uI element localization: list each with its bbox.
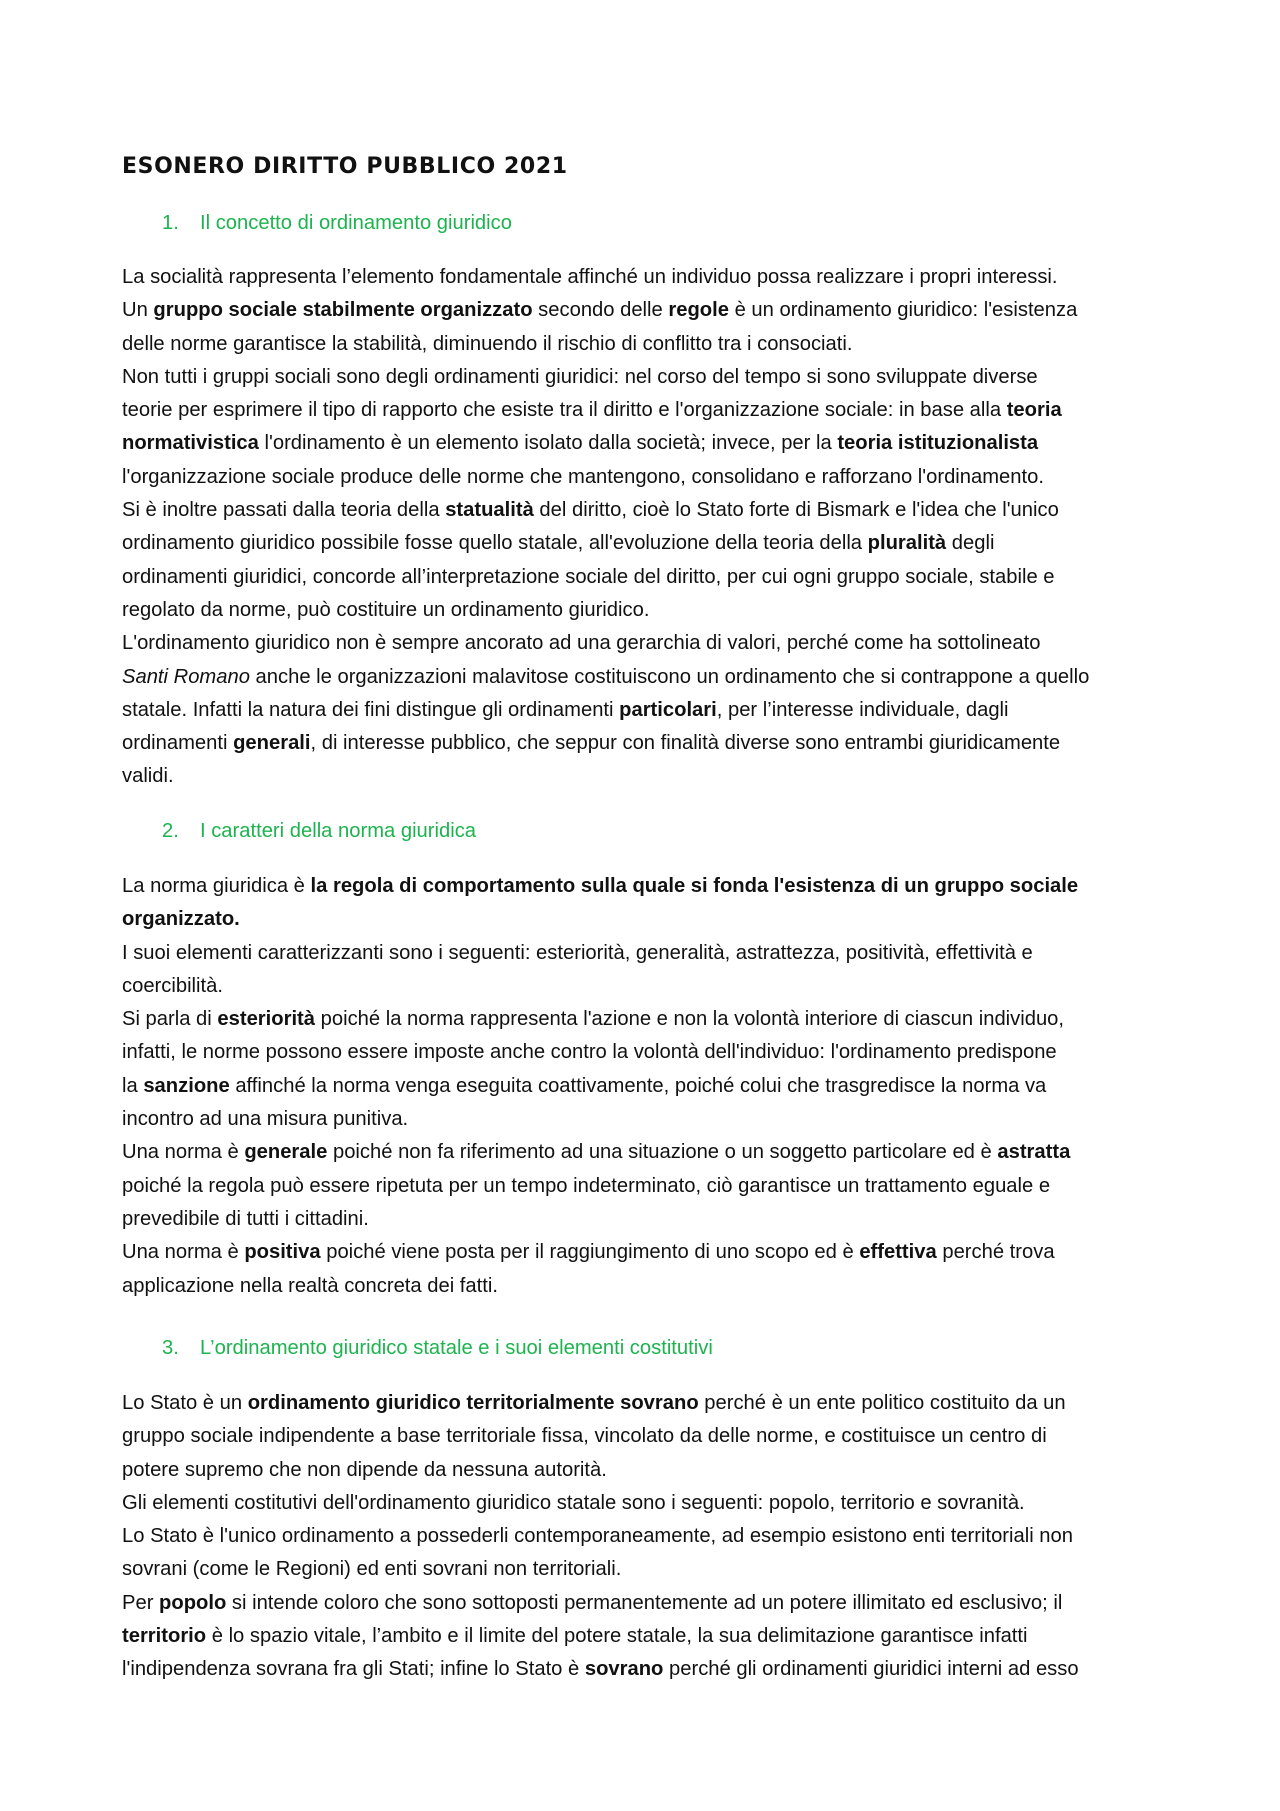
text-line xyxy=(122,1203,1172,1236)
text-line xyxy=(122,1653,1172,1686)
section-number: 1. xyxy=(162,212,179,234)
bold-text: teoria xyxy=(1006,399,1062,422)
bold-text: generale xyxy=(244,1141,328,1164)
text-run: la xyxy=(122,1074,144,1097)
text-run: applicazione nella realtà concreta dei fatti. xyxy=(122,1274,498,1297)
text-line xyxy=(122,760,1172,793)
text-run: infatti, le norme possono essere imposte anche contro la volontà dell'individuo: l'ordinamento predispone xyxy=(122,1041,1057,1064)
section-heading-1 xyxy=(122,206,512,240)
text-run: Lo Stato è l'unico ordinamento a possederli contemporaneamente, ad esempio esistono enti territoriali non xyxy=(122,1525,1073,1548)
text-line xyxy=(122,1387,1172,1420)
body-paragraph xyxy=(122,1587,1172,1687)
text-run: l'indipendenza sovrana fra gli Stati; infine lo Stato è xyxy=(122,1658,585,1681)
text-run: validi. xyxy=(122,765,174,788)
text-run: sovrani (come le Regioni) ed enti sovrani non territoriali. xyxy=(122,1558,622,1581)
text-run: , per l’interesse individuale, dagli xyxy=(716,698,1009,721)
text-run: prevedibile di tutti i cittadini. xyxy=(122,1207,369,1230)
text-run: Lo Stato è un xyxy=(122,1392,248,1414)
bold-text: particolari xyxy=(619,698,717,721)
bold-text: pluralità xyxy=(867,532,947,555)
bold-text: territorio xyxy=(122,1625,207,1648)
text-line xyxy=(122,1170,1172,1203)
text-run: secondo delle xyxy=(532,299,669,322)
text-run: poiché la norma rappresenta l'azione e non la volontà interiore di ciascun individuo, xyxy=(315,1008,1065,1031)
body-paragraph xyxy=(122,1236,1172,1303)
text-run: l'organizzazione sociale produce delle norme che mantengono, consolidano e rafforzano l'ordinamento. xyxy=(122,465,1044,488)
text-line xyxy=(122,1454,1172,1487)
bold-text: teoria istituzionalista xyxy=(837,432,1039,455)
text-line xyxy=(122,627,1172,660)
text-run: L'ordinamento giuridico non è sempre ancorato ad una gerarchia di valori, perché come ha sottolineato xyxy=(122,632,1041,655)
text-run: si intende coloro che sono sottoposti permanentemente ad un potere illimitato ed esclusivo; il xyxy=(226,1591,1063,1614)
text-line xyxy=(122,870,1172,903)
text-line xyxy=(122,1420,1172,1453)
text-line xyxy=(122,361,1172,394)
body-paragraph xyxy=(122,937,1172,1004)
body-paragraph xyxy=(122,361,1172,494)
text-line xyxy=(122,527,1172,560)
bold-text: la regola di comportamento sulla quale si fonda l'esistenza di un gruppo sociale xyxy=(310,875,1079,897)
bold-text: sanzione xyxy=(143,1074,230,1097)
text-run: perché è un ente politico costituito da un xyxy=(698,1392,1066,1414)
text-line xyxy=(122,903,1172,936)
text-line xyxy=(122,1236,1172,1269)
document-title: ESONERO DIRITTO PUBBLICO 2021 xyxy=(122,154,568,179)
text-run: è lo spazio vitale, l’ambito e il limite del potere statale, la sua delimitazione garantisce infatti xyxy=(206,1625,1028,1648)
text-run: Per xyxy=(122,1591,160,1614)
text-run: regolato da norme, può costituire un ordinamento giuridico. xyxy=(122,598,650,621)
text-run: Si parla di xyxy=(122,1008,218,1031)
text-run: statale. Infatti la natura dei fini distingue gli ordinamenti xyxy=(122,698,620,721)
text-run: ordinamenti xyxy=(122,732,234,755)
text-line xyxy=(122,594,1172,627)
text-run: perché gli ordinamenti giuridici interni ad esso xyxy=(663,1658,1079,1681)
text-line xyxy=(122,937,1172,970)
text-line xyxy=(122,1270,1172,1303)
text-run: ordinamento giuridico possibile fosse quello statale, all'evoluzione della teoria della xyxy=(122,532,868,555)
bold-text: esteriorità xyxy=(217,1008,316,1031)
body-paragraph xyxy=(122,261,1172,361)
section-body-3 xyxy=(122,1387,1172,1687)
text-line xyxy=(122,561,1172,594)
text-run: degli xyxy=(946,532,995,555)
text-line xyxy=(122,294,1172,327)
section-heading-2 xyxy=(122,814,476,848)
text-run: è un ordinamento giuridico: l'esistenza xyxy=(728,299,1078,322)
text-run: Una norma è xyxy=(122,1241,245,1264)
text-run: incontro ad una misura punitiva. xyxy=(122,1108,409,1131)
text-run: poiché la regola può essere ripetuta per un tempo indeterminato, ciò garantisce un trattamento eguale e xyxy=(122,1174,1051,1197)
text-line xyxy=(122,1103,1172,1136)
text-line xyxy=(122,1520,1172,1553)
bold-text: normativistica xyxy=(122,432,259,455)
section-body-1 xyxy=(122,261,1172,794)
section-number: 2. xyxy=(162,820,179,842)
text-run: potere supremo che non dipende da nessuna autorità. xyxy=(122,1458,607,1481)
body-paragraph xyxy=(122,1387,1172,1487)
text-run: La norma giuridica è xyxy=(122,875,311,897)
text-line xyxy=(122,1587,1172,1620)
text-run: I suoi elementi caratterizzanti sono i seguenti: esteriorità, generalità, astrattezza, positività, effettività e xyxy=(122,941,1033,964)
bold-text: generali xyxy=(233,732,311,755)
text-line xyxy=(122,461,1172,494)
body-paragraph xyxy=(122,627,1172,793)
section-body-2 xyxy=(122,870,1172,1303)
bold-text: ordinamento giuridico territorialmente sovrano xyxy=(247,1392,699,1414)
text-line xyxy=(122,1070,1172,1103)
body-paragraph xyxy=(122,494,1172,627)
text-line xyxy=(122,427,1172,460)
text-run: delle norme garantisce la stabilità, diminuendo il rischio di conflitto tra i consociati. xyxy=(122,332,853,355)
bold-text: gruppo sociale stabilmente organizzato xyxy=(153,299,533,322)
section-title: L’ordinamento giuridico statale e i suoi elementi costitutivi xyxy=(200,1337,713,1359)
text-run: l'ordinamento è un elemento isolato dalla società; invece, per la xyxy=(258,432,838,455)
body-paragraph xyxy=(122,1003,1172,1136)
body-paragraph xyxy=(122,1136,1172,1236)
body-paragraph xyxy=(122,1520,1172,1587)
text-run: affinché la norma venga eseguita coattivamente, poiché colui che trasgredisce la norma va xyxy=(229,1074,1047,1097)
italic-text: Santi Romano xyxy=(122,665,250,688)
text-run: Gli elementi costitutivi dell'ordinamento giuridico statale sono i seguenti: popolo, territorio e sovranità. xyxy=(122,1491,1025,1514)
text-run: del diritto, cioè lo Stato forte di Bismark e l'idea che l'unico xyxy=(533,499,1059,522)
text-line xyxy=(122,261,1172,294)
text-run: coercibilità. xyxy=(122,974,223,997)
text-line xyxy=(122,494,1172,527)
bold-text: popolo xyxy=(159,1591,227,1614)
text-run: perché trova xyxy=(936,1241,1055,1264)
text-line xyxy=(122,970,1172,1003)
text-line xyxy=(122,727,1172,760)
section-title: Il concetto di ordinamento giuridico xyxy=(200,212,512,234)
text-line xyxy=(122,1553,1172,1586)
bold-text: sovrano xyxy=(584,1658,664,1681)
text-run: Non tutti i gruppi sociali sono degli ordinamenti giuridici: nel corso del tempo si sono sviluppate diverse xyxy=(122,365,1038,388)
text-run: gruppo sociale indipendente a base territoriale fissa, vincolato da delle norme, e costituisce un centro di xyxy=(122,1425,1047,1448)
bold-text: positiva xyxy=(244,1241,321,1264)
text-line xyxy=(122,1487,1172,1520)
bold-text: astratta xyxy=(997,1141,1071,1164)
text-line xyxy=(122,394,1172,427)
text-run: poiché viene posta per il raggiungimento di uno scopo ed è xyxy=(320,1241,860,1264)
text-line xyxy=(122,1003,1172,1036)
text-line xyxy=(122,1036,1172,1069)
text-run: poiché non fa riferimento ad una situazione o un soggetto particolare ed è xyxy=(327,1141,998,1164)
bold-text: statualità xyxy=(445,499,534,522)
text-run: La socialità rappresenta l’elemento fondamentale affinché un individuo possa realizzare i propri interessi. xyxy=(122,266,1058,288)
text-run: teorie per esprimere il tipo di rapporto che esiste tra il diritto e l'organizzazione sociale: in base alla xyxy=(122,399,1007,422)
body-paragraph xyxy=(122,1487,1172,1520)
text-line xyxy=(122,694,1172,727)
text-run: Una norma è xyxy=(122,1141,245,1164)
section-title: I caratteri della norma giuridica xyxy=(200,820,477,842)
text-line xyxy=(122,1136,1172,1169)
text-line xyxy=(122,1620,1172,1653)
text-line xyxy=(122,661,1172,694)
text-run: ordinamenti giuridici, concorde all’interpretazione sociale del diritto, per cui ogni gruppo sociale, stabile e xyxy=(122,565,1055,588)
body-paragraph xyxy=(122,870,1172,937)
text-run: Un xyxy=(122,299,154,322)
text-run: , di interesse pubblico, che seppur con finalità diverse sono entrambi giuridicamente xyxy=(310,732,1061,755)
section-number: 3. xyxy=(162,1337,179,1359)
bold-text: regole xyxy=(668,299,729,322)
section-heading-3 xyxy=(122,1331,713,1365)
text-run: anche le organizzazioni malavitose costituiscono un ordinamento che si contrappone a quello xyxy=(249,665,1090,688)
text-line xyxy=(122,328,1172,361)
bold-text: organizzato. xyxy=(122,908,240,931)
text-run: Si è inoltre passati dalla teoria della xyxy=(122,499,446,522)
bold-text: effettiva xyxy=(859,1241,937,1264)
